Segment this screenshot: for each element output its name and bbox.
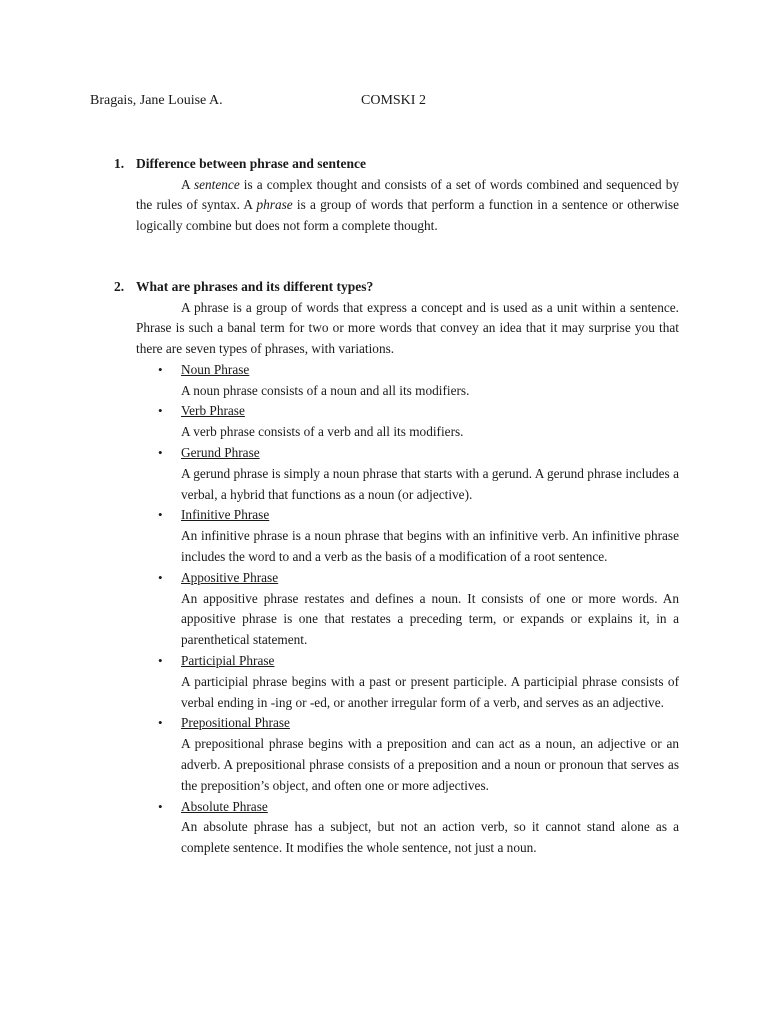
answer-text-part: A (181, 176, 194, 192)
list-item (136, 401, 679, 443)
answer-text-part: is a group of words that perform a function in a sentence or otherwise logically combine but does not form a complete thought. (136, 197, 679, 234)
phrase-type-title: Appositive Phrase (181, 569, 279, 585)
phrase-type-description: A gerund phrase is simply a noun phrase that starts with a gerund. A gerund phrase includes a verbal, a hybrid that functions as a noun (or adjective). (181, 465, 679, 502)
list-item (136, 360, 679, 402)
phrase-type-description: An absolute phrase has a subject, but not an action verb, so it cannot stand alone as a complete sentence. It modifies the whole sentence, not just a noun. (181, 819, 679, 856)
phrase-type-title: Absolute Phrase (181, 798, 268, 814)
phrase-type-title: Gerund Phrase (181, 445, 260, 461)
author-name: Bragais, Jane Louise A. (90, 93, 223, 108)
list-item (136, 797, 679, 859)
phrase-type-title: Infinitive Phrase (181, 507, 270, 523)
list-item (136, 651, 679, 713)
question-2-number: 2. (114, 279, 125, 294)
list-item (136, 713, 679, 796)
phrase-type-description: A prepositional phrase begins with a preposition and can act as a noun, an adjective or an adverb. A prepositional phrase consists of a preposition and a noun or pronoun that serves as the preposition’s object, and often one or more adjectives. (181, 736, 679, 793)
term-phrase: phrase (256, 197, 293, 213)
bullet-icon: • (158, 715, 163, 731)
phrase-type-title: Prepositional Phrase (181, 715, 290, 731)
course-code: COMSKI 2 (361, 93, 426, 108)
phrase-type-title: Participial Phrase (181, 653, 275, 669)
list-item (136, 568, 679, 651)
question-1-heading (114, 154, 679, 175)
phrase-type-description: A participial phrase begins with a past or present participle. A participial phrase consists of verbal ending in -ing or -ed, or another irregular form of a verb, and serves as an adjective. (181, 673, 679, 710)
bullet-icon: • (158, 507, 163, 523)
bullet-icon: • (158, 403, 163, 419)
phrase-type-description: A verb phrase consists of a verb and all its modifiers. (181, 424, 464, 440)
question-1-answer (136, 175, 679, 237)
list-item (136, 443, 679, 505)
term-sentence: sentence (193, 176, 240, 192)
question-2-title: What are phrases and its different types? (136, 279, 374, 294)
question-1 (114, 154, 679, 237)
bullet-icon: • (158, 569, 163, 585)
list-item (136, 505, 679, 567)
phrase-type-title: Noun Phrase (181, 361, 250, 377)
bullet-icon: • (158, 445, 163, 461)
question-1-title: Difference between phrase and sentence (136, 156, 366, 171)
question-2 (114, 277, 679, 859)
bullet-icon: • (158, 653, 163, 669)
phrase-types-list (114, 360, 679, 859)
bullet-icon: • (158, 361, 163, 377)
phrase-type-description: An appositive phrase restates and defines a noun. It consists of one or more words. An appositive phrase is one that restates a preceding term, or expands or explains it, in a parenthetical statement. (181, 590, 679, 648)
phrase-type-description: An infinitive phrase is a noun phrase that begins with an infinitive verb. An infinitive phrase includes the word to and a verb as the basis of a modification of a root sentence. (181, 528, 679, 565)
bullet-icon: • (158, 798, 163, 814)
question-2-heading (114, 277, 679, 298)
question-2-intro: A phrase is a group of words that express a concept and is used as a unit within a sentence. Phrase is such a banal term for two or more words that convey an idea that it may surprise you that there are seven types of phrases, with variations. (136, 299, 679, 357)
phrase-type-title: Verb Phrase (181, 403, 245, 419)
answer-text-part: is a complex thought and consists of a set of words combined and sequenced by the rules of syntax. A (136, 176, 679, 213)
phrase-type-description: A noun phrase consists of a noun and all its modifiers. (181, 382, 470, 398)
question-1-number: 1. (114, 156, 125, 171)
